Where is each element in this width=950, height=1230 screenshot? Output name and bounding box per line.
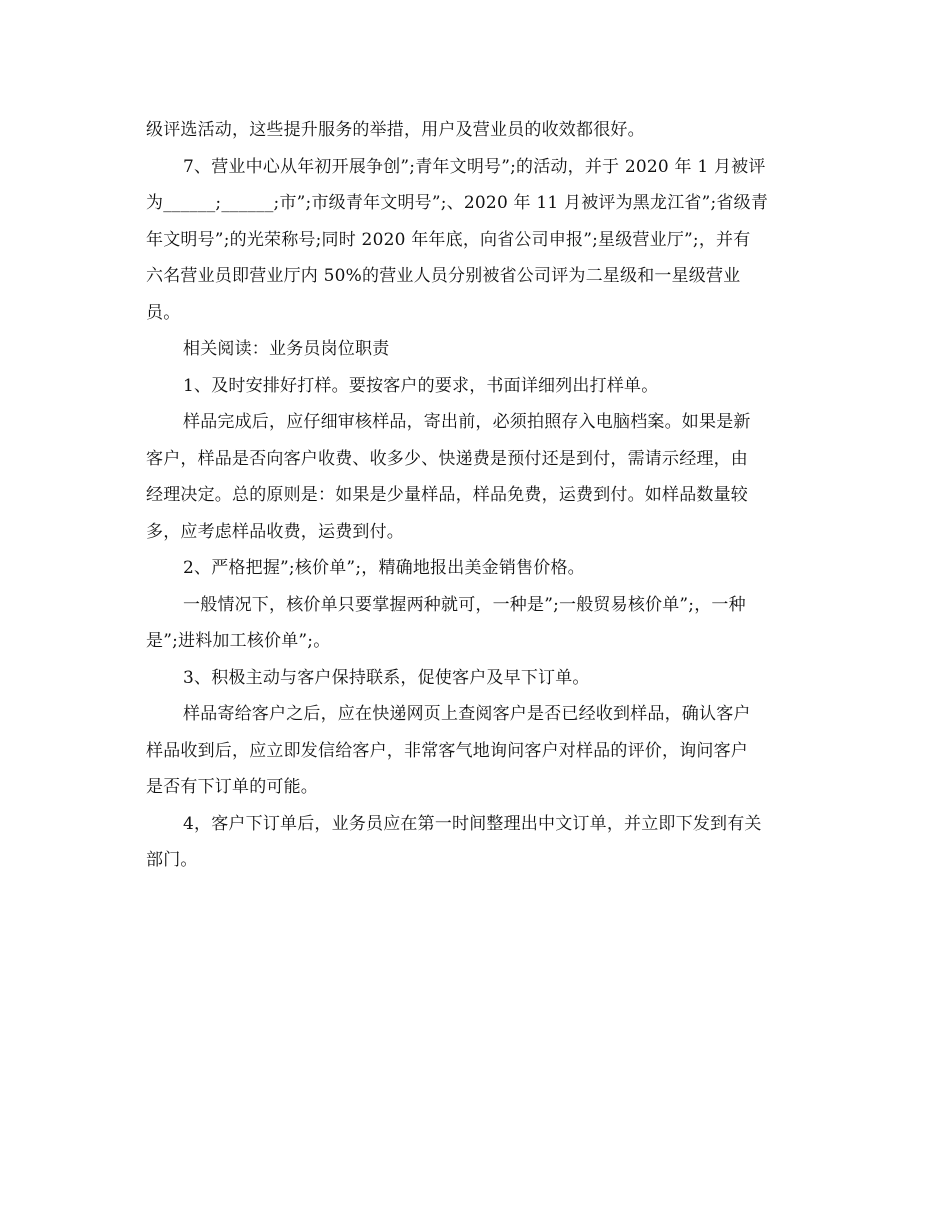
- text-line: 部门。: [146, 850, 198, 870]
- text-line: 7、营业中心从年初开展争创”;青年文明号”;的活动，并于 2020 年 1 月被评: [183, 156, 766, 177]
- text-line: 六名营业员即营业厅内 50%的营业人员分别被省公司评为二星级和一星级营业: [146, 266, 741, 286]
- text-line: 样品收到后，应立即发信给客户，非常客气地询问客户对样品的评价，询问客户: [146, 740, 748, 761]
- text-line: 一般情况下，核价单只要掌握两种就可，一种是”;一般贸易核价单”;，一种: [183, 594, 746, 615]
- text-line: 是”;进料加工核价单”;。: [146, 631, 331, 651]
- text-line: 年文明号”;的光荣称号;同时 2020 年年底，向省公司申报”;星级营业厅”;，并有: [146, 229, 751, 250]
- text-line: 4，客户下订单后，业务员应在第一时间整理出中文订单，并立即下发到有关: [183, 813, 762, 834]
- text-line: 样品寄给客户之后，应在快递网页上查阅客户是否已经收到样品，确认客户: [183, 704, 751, 724]
- text-line: 员。: [146, 302, 181, 323]
- text-line: 3、积极主动与客户保持联系，促使客户及早下订单。: [183, 667, 590, 688]
- text-line: 样品完成后，应仔细审核样品，寄出前，必须拍照存入电脑档案。如果是新: [183, 412, 751, 432]
- text-line: 级评选活动，这些提升服务的举措，用户及营业员的收效都很好。: [146, 120, 645, 140]
- text-line: 2、严格把握”;核价单”;，精确地报出美金销售价格。: [183, 558, 585, 578]
- text-line: 1、及时安排好打样。要按客户的要求，书面详细列出打样单。: [183, 375, 659, 396]
- text-line: 客户，样品是否向客户收费、收多少、快递费是预付还是到付，需请示经理，由: [146, 448, 748, 469]
- section-heading: 相关阅读：业务员岗位职责: [183, 339, 390, 359]
- text-line: 经理决定。总的原则是：如果是少量样品，样品免费，运费到付。如样品数量较: [146, 485, 748, 505]
- text-line: 多，应考虑样品收费，运费到付。: [146, 521, 404, 542]
- text-line: 是否有下订单的可能。: [146, 777, 318, 797]
- text-line: 为______;______;市”;市级青年文明号”;、2020 年 11 月被评为黑龙江省”;省级青: [146, 193, 769, 213]
- document-body: [146, 112, 808, 879]
